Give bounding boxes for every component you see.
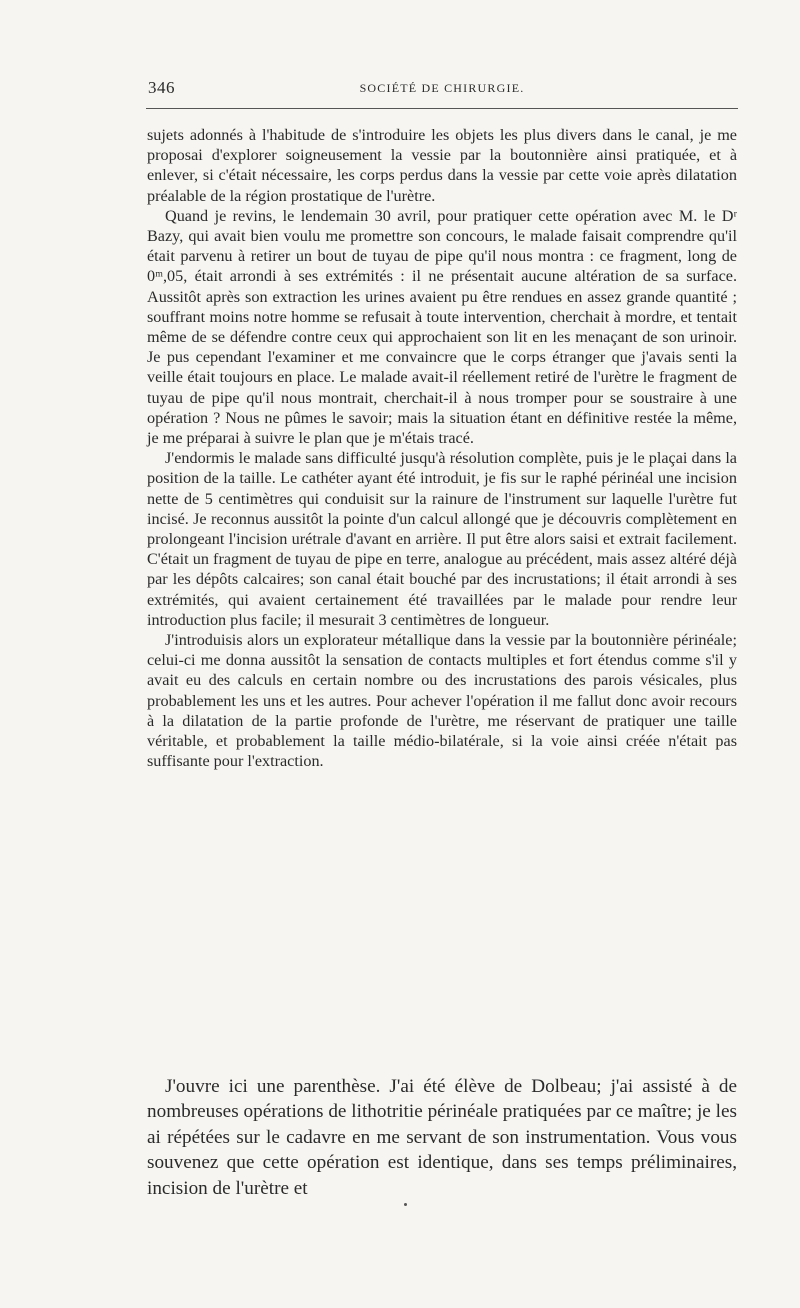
page-number: 346	[148, 78, 175, 97]
header-rule	[146, 108, 738, 109]
paragraph: Quand je revins, le lendemain 30 avril, pour pratiquer cette opération avec M. le Dʳ Bazy, qui avait bien voulu me promettre son concours, le malade faisait comprendre qu'il était parvenu à retirer un bout de tuyau de pipe qu'il nous montra : ce fragment, long de 0ᵐ,05, était arrondi à ses extrémités : il ne présentait aucune altération de sa surface. Aussitôt après son extraction les urines avaient pu être rendues en assez grande quantité ; souffrant moins notre homme se refusait à toute intervention, cherchait à mordre, et tentait même de se défendre contre ceux qui approchaient son lit en les menaçant de son urinoir. Je pus cependant l'examiner et me convaincre que le corps étranger que j'avais senti la veille était toujours en place. Le malade avait-il réellement retiré de l'urètre le fragment de tuyau de pipe qu'il nous montrait, cherchait-il à nous tromper pour se soustraire à une opération ? Nous ne pûmes le savoir; mais la situation étant en définitive restée la même, je me préparai à suivre le plan que je m'étais tracé.	[147, 206, 737, 448]
paragraph: J'endormis le malade sans difficulté jusqu'à résolution complète, puis je le plaçai dans la position de la taille. Le cathéter ayant été introduit, je fis sur le raphé périnéal une incision nette de 5 centimètres qui conduisit sur la rainure de l'instrument sur laquelle l'urètre fut incisé. Je reconnus aussitôt la pointe d'un calcul allongé que je découvris complètement en prolongeant l'incision urétrale d'avant en arrière. Il put être alors saisi et extrait facilement. C'était un fragment de tuyau de pipe en terre, analogue au précédent, mais assez altéré déjà par les dépôts calcaires; son canal était bouché par des incrustations; il était arrondi à ses extrémités, qui avaient certainement été travaillées par le malade pour rendre leur introduction plus facile; il mesurait 3 centimètres de longueur.	[147, 449, 737, 629]
print-speck	[404, 1203, 407, 1206]
page-header	[148, 78, 736, 102]
large-paragraph: J'ouvre ici une parenthèse. J'ai été élève de Dolbeau; j'ai assisté à de nombreuses opérations de lithotritie périnéale pratiquées par ce maître; je les ai répétées sur le cadavre en me servant de son instrumentation. Vous vous souvenez que cette opération est identique, dans ses temps préliminaires, incision de l'urètre et	[147, 1076, 737, 1199]
running-head: SOCIÉTÉ DE CHIRURGIE.	[359, 81, 525, 95]
paragraph: J'introduisis alors un explorateur métallique dans la vessie par la boutonnière périnéale; celui-ci me donna aussitôt la sensation de contacts multiples et fort étendus comme s'il y avait eu des calculs en certain nombre ou des incrustations des parois vésicales, plus probablement les uns et les autres. Pour achever l'opération il me fallut donc avoir recours à la dilatation de la partie profonde de l'urètre, me réservant de pratiquer une taille véritable, et probablement la taille médio-bilatérale, si la voie ainsi créée n'était pas suffisante pour l'extraction.	[147, 631, 737, 771]
paragraph: sujets adonnés à l'habitude de s'introduire les objets les plus divers dans le canal, je me proposai d'explorer soigneusement la vessie par la boutonnière ainsi pratiquée, et à enlever, si c'était nécessaire, les corps perdus dans la vessie par cette voie après dilatation préalable de la région prostatique de l'urètre.	[147, 126, 737, 205]
body-text	[147, 125, 737, 772]
large-print-section	[147, 1074, 737, 1201]
